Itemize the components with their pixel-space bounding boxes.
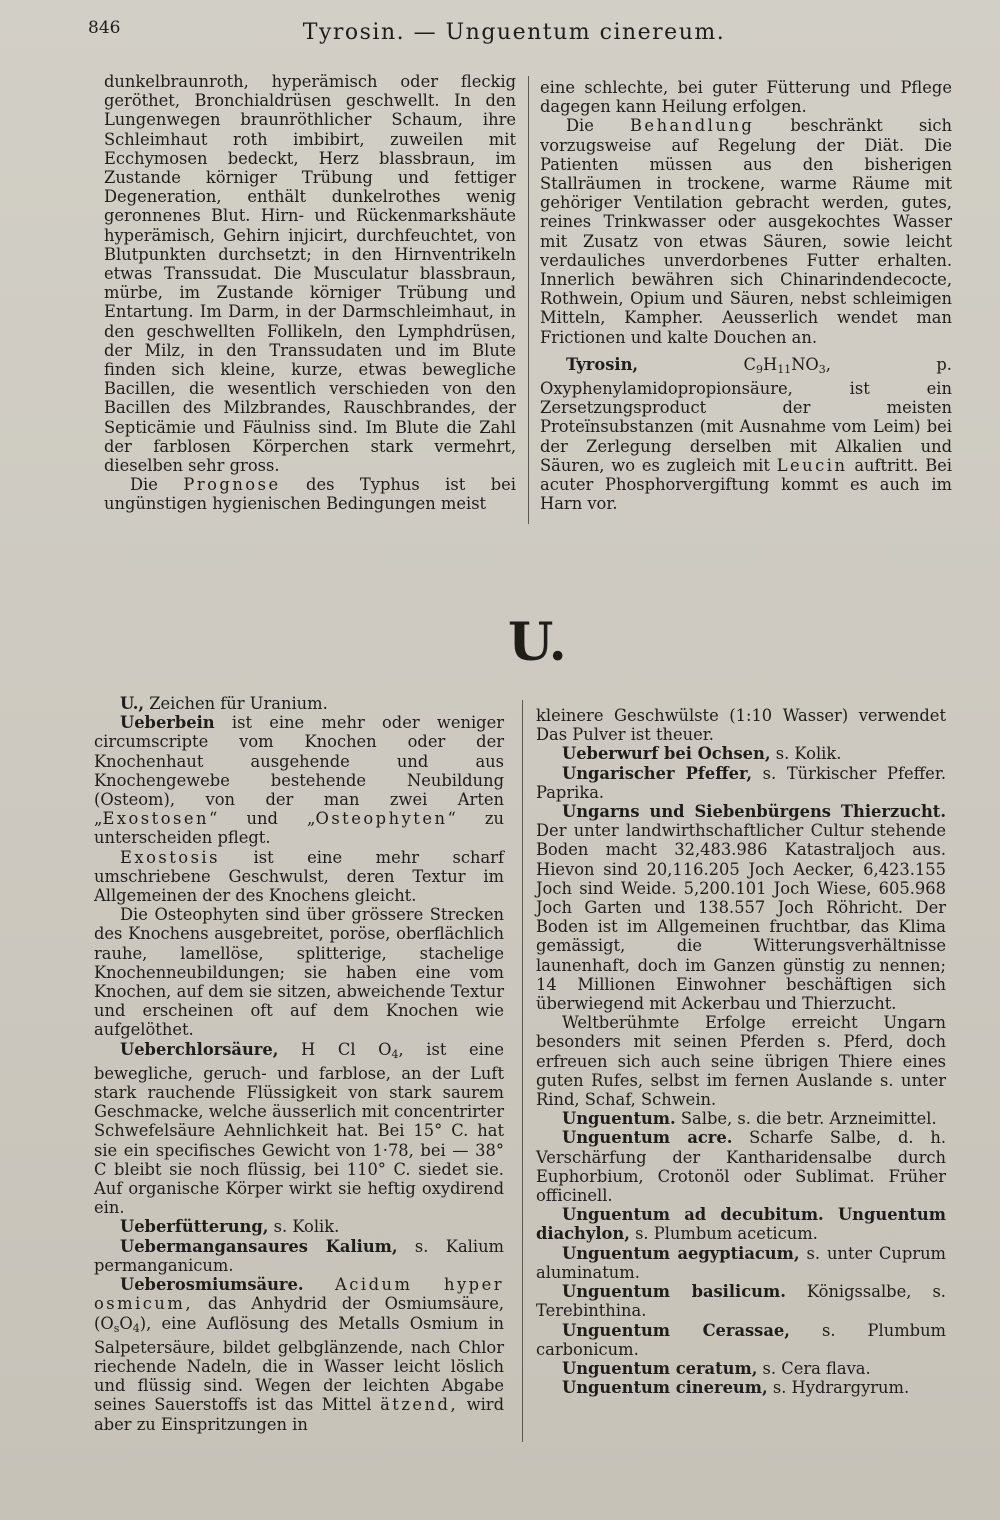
headword-unguentum-cinereum: Unguentum cinereum,	[562, 1378, 768, 1398]
entry-unguentum-basilicum: Unguentum basilicum. Königssalbe, s. Terebinthina.	[536, 1282, 946, 1321]
lower-left-column	[94, 694, 504, 1434]
upper-right-column	[540, 78, 952, 513]
headword-u: U.,	[120, 694, 145, 713]
entry-unguentum-cerassae: Unguentum Cerassae, s. Plumbum carbonicum.	[536, 1320, 946, 1359]
entry-ueberwurf: Ueberwurf bei Ochsen, s. Kolik.	[562, 744, 842, 764]
headword-unguentum: Unguentum.	[562, 1109, 676, 1129]
entry-uebermangansaures-kalium: Uebermangansaures Kalium, s. Kalium permanganicum.	[94, 1236, 504, 1275]
column-divider-top	[528, 76, 529, 524]
osteophyten-paragraph: Die Osteophyten sind über grössere Strecken des Knochens ausgebreitet, poröse, oberflächlich rauhe, lamellöse, splitterige, stachelige Knochenneubildungen; sie haben eine vom Knochen, auf dem sie sitzen, abweichende Textur und erscheinen oft auf dem Knochen wie aufgelöthet.	[94, 905, 504, 1040]
page-header	[88, 18, 940, 50]
ungarn-pferde-paragraph: Weltberühmte Erfolge erreicht Ungarn besonders mit seinen Pferden s. Pferd, doch erfreuen sich auch seine übrigen Thiere eines guten Rufes, selbst im fernen Auslande s. unter Rind, Schaf, Schwein.	[536, 1013, 946, 1110]
headword-unguentum-basilicum: Unguentum basilicum.	[562, 1282, 786, 1302]
entry-unguentum: Unguentum. Salbe, s. die betr. Arzneimittel.	[562, 1109, 937, 1129]
prognose-term: Prognose	[183, 475, 281, 495]
leucin-term: Leucin	[776, 455, 848, 475]
section-letter: U.	[508, 612, 567, 673]
upper-left-column	[104, 72, 516, 514]
treatment-paragraph: Die Behandlung beschränkt sich vorzugsweise auf Regelung der Diät. Die Patienten müssen aus den bisherigen Stallräumen in trockene, warme Räume mit gehöriger Ventilation gebracht werden, gutes, reines Trinkwasser oder ausgekochtes Wasser mit Zusatz von etwas Säuren, sowie leicht verdauliches unverdorbenes Futter erhalten. Innerlich bewähren sich Chinarindendecocte, Rothwein, Opium und Säuren, nebst schleimigen Mitteln, Kampher. Aeusserlich wendet man Frictionen und kalte Douchen an.	[540, 116, 952, 347]
typhus-prognosis-paragraph: Die Prognose des Typhus ist bei ungünstigen hygienischen Bedingungen meist	[104, 475, 516, 514]
headword-uebermangansaures-kalium: Uebermangansaures Kalium,	[120, 1236, 398, 1256]
entry-u: U., Zeichen für Uranium.	[120, 694, 328, 713]
headword-ungarischer-pfeffer: Ungarischer Pfeffer,	[562, 763, 753, 783]
entry-unguentum-ad-decubitum: Unguentum ad decubitum. Unguentum diachylon, s. Plumbum aceticum.	[536, 1205, 946, 1244]
headword-ueberbein: Ueberbein	[120, 713, 215, 733]
entry-tyrosin: Tyrosin, $C_9H_{11}NO_3$, p. Oxyphenylamidopropionsäure, ist ein Zersetzungsproduct der meisten Proteïnsubstanzen (mit Ausnahme vom Leim) bei der Zerlegung derselben mit Alkalien und Säuren, wo es zugleich mit Leucin auftritt. Bei acuter Phosphorvergiftung kommt es auch im Harn vor.	[540, 354, 953, 514]
headword-tyrosin: Tyrosin,	[566, 354, 639, 374]
typhus-findings-paragraph: dunkelbraunroth, hyperämisch oder fleckig geröthet, Bronchialdrüsen geschwellt. In den Lungenwegen braunröthlicher Schaum, ihre Schleimhaut roth imbibirt, zuweilen mit Ecchymosen bedeckt, Herz blassbraun, im Zustande körniger Trübung und fettiger Degeneration, enthält dunkelrothes wenig geronnenes Blut. Hirn- und Rückenmarkshäute hyperämisch, Gehirn injicirt, durchfeuchtet, von Blutpunkten durchsetzt; in den Hirnventrikeln etwas Transsudat. Die Musculatur blassbraun, mürbe, im Zustande körniger Trübung und Entartung. Im Darm, in der Darmschleimhaut, in den geschwellten Follikeln, den Lymphdrüsen, der Milz, in den Transsudaten und im Blute finden sich kleine, kurze, etwas bewegliche Bacillen, die wesentlich verschieden von den Bacillen des Milzbrandes, Rauschbrandes, der Septicämie und Fäulniss sind. Im Blute die Zahl der farblosen Körperchen stark vermehrt, dieselben sehr gross.	[104, 72, 516, 476]
entry-unguentum-aegyptiacum: Unguentum aegyptiacum, s. unter Cuprum aluminatum.	[536, 1243, 946, 1282]
headword-unguentum-acre: Unguentum acre.	[562, 1128, 733, 1148]
headword-unguentum-ceratum: Unguentum ceratum,	[562, 1358, 758, 1378]
entry-ueberfuetterung: Ueberfütterung, s. Kolik.	[120, 1217, 340, 1237]
headword-ueberwurf: Ueberwurf bei Ochsen,	[562, 744, 771, 764]
lower-right-column	[536, 706, 946, 1397]
entry-unguentum-cinereum: Unguentum cinereum, s. Hydrargyrum.	[562, 1378, 910, 1398]
ueberosmiumsaeure-continuation: kleinere Geschwülste (1:10 Wasser) verwendet Das Pulver ist theuer.	[536, 706, 946, 745]
page-number: 846	[88, 18, 121, 38]
column-divider-bottom	[522, 700, 523, 1442]
headword-unguentum-ad-decubitum: Unguentum ad decubitum. Unguentum diachylon,	[536, 1205, 946, 1244]
entry-unguentum-acre: Unguentum acre. Scharfe Salbe, d. h. Verschärfung der Kantharidensalbe durch Euphorbium, Crotonöl oder Sublimat. Früher officinell.	[536, 1128, 946, 1206]
running-head: Tyrosin. — Unguentum cinereum.	[302, 20, 726, 45]
headword-ueberfuetterung: Ueberfütterung,	[120, 1217, 269, 1237]
exostosis-paragraph: Exostosis ist eine mehr scharf umschriebene Geschwulst, deren Textur im Allgemeinen der des Knochens gleicht.	[94, 847, 504, 906]
entry-ueberchlorsaeure: Ueberchlorsäure, H Cl $O_4$, ist eine bewegliche, geruch- und farblose, an der Luft stark rauchende Flüssigkeit von stark saurem Geschmacke, welche äusserlich mit concentrirter Schwefelsäure Aehnlichkeit hat. Bei 15° C. hat sie ein specifisches Gewicht von 1·78, bei — 38° C bleibt sie noch flüssig, bei 110° C. siedet sie. Auf organische Körper wirkt sie heftig oxydirend ein.	[94, 1039, 504, 1218]
headword-unguentum-cerassae: Unguentum Cerassae,	[562, 1320, 790, 1340]
entry-unguentum-ceratum: Unguentum ceratum, s. Cera flava.	[562, 1358, 871, 1378]
prognosis-continuation: eine schlechte, bei guter Fütterung und Pflege dagegen kann Heilung erfolgen.	[540, 78, 952, 117]
entry-ueberosmiumsaeure: Ueberosmiumsäure. Acidum hyper osmicum, das Anhydrid der Osmiumsäure, $(O_sO_4)$, eine Auflösung des Metalls Osmium in Salpetersäure, bildet gelbglänzende, nach Chlor riechende Nadeln, die in Wasser leicht löslich und flüssig sind. Wegen der leichten Abgabe seines Sauerstoffs ist das Mittel ätzend, wird aber zu Einspritzungen in	[94, 1275, 504, 1434]
entry-ueberbein: Ueberbein ist eine mehr oder weniger circumscripte vom Knochen oder der Knochenhaut ausgehende und aus Knochengewebe bestehende Neubildung (Osteom), von der man zwei Arten „Exostosen“ und „Osteophyten“ zu unterscheiden pflegt.	[94, 713, 504, 848]
headword-ungarn-thierzucht: Ungarns und Siebenbürgens Thierzucht.	[562, 802, 946, 822]
entry-ungarn-thierzucht: Ungarns und Siebenbürgens Thierzucht. Der unter landwirthschaftlicher Cultur stehende Boden macht 32,483.986 Katastraljoch aus. Hievon sind 20,116.205 Joch Aecker, 6,423.155 Joch sind Weide. 5,200.101 Joch Wiese, 605.968 Joch Garten und 138.557 Joch Röhricht. Der Boden ist im Allgemeinen fruchtbar, das Klima gemässigt, die Witterungsverhältnisse launenhaft, doch im Ganzen günstig zu nennen; 14 Millionen Einwohner beschäftigen sich überwiegend mit Ackerbau und Thierzucht.	[536, 802, 946, 1014]
headword-ueberosmiumsaeure: Ueberosmiumsäure.	[120, 1275, 304, 1295]
headword-unguentum-aegyptiacum: Unguentum aegyptiacum,	[562, 1243, 800, 1263]
headword-ueberchlorsaeure: Ueberchlorsäure,	[120, 1039, 279, 1059]
entry-ungarischer-pfeffer: Ungarischer Pfeffer, s. Türkischer Pfeffer. Paprika.	[536, 763, 946, 802]
behandlung-term: Behandlung	[629, 116, 755, 136]
